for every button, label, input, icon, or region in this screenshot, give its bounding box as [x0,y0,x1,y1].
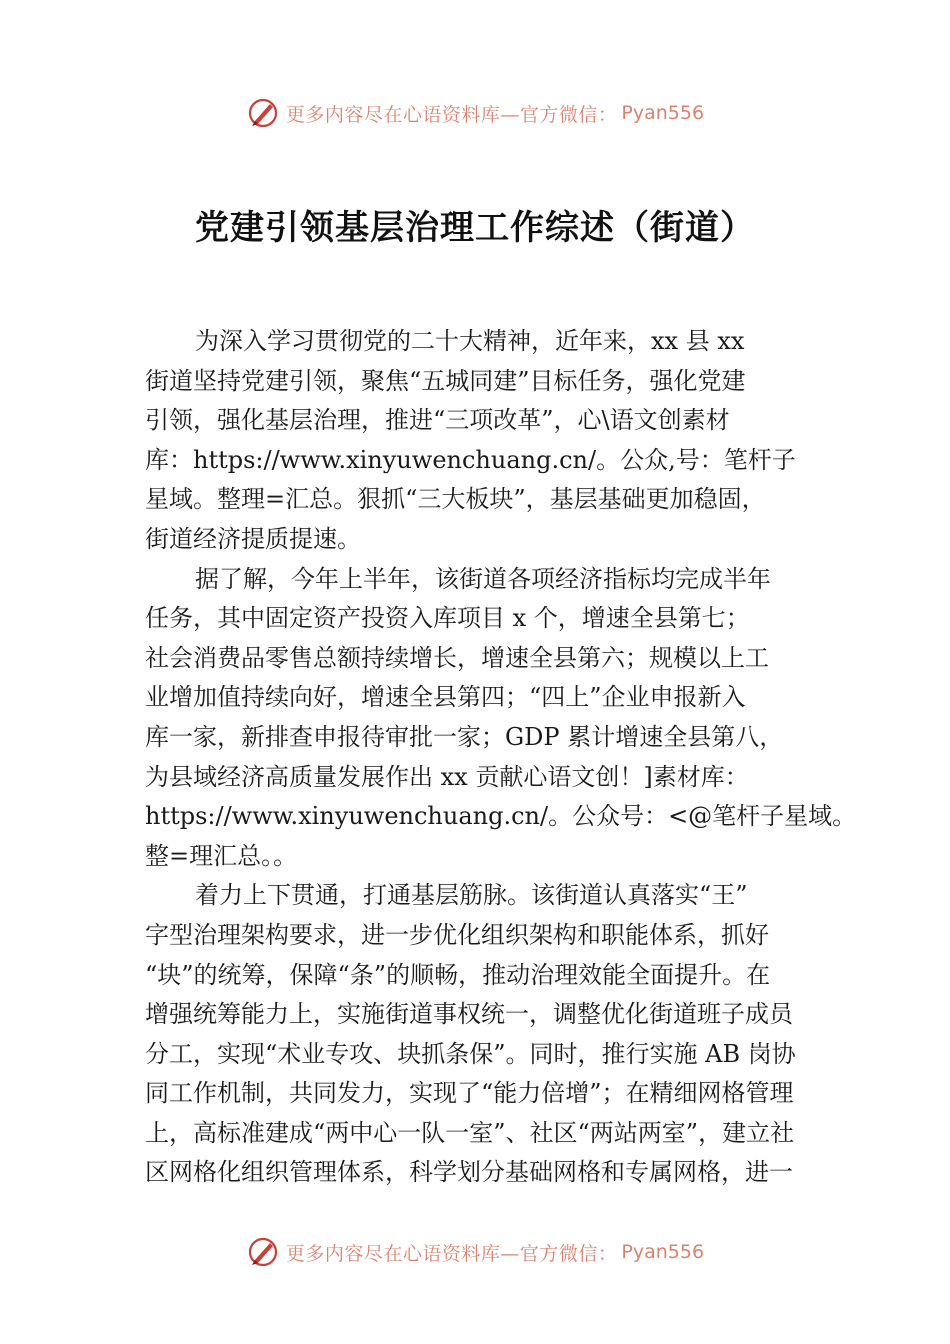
text-line: 街道经济提质提速。 [145,524,361,553]
text-line: 引领，强化基层治理，推进“三项改革”，心\语文创素材 [145,406,730,435]
text-line: 分工，实现“术业专攻、块抓条保”。同时，推行实施 AB 岗协 [145,1039,796,1068]
banner-text: 更多内容尽在心语资料库—官方微信： [285,1242,618,1265]
banner-wechat-id: Pyan556 [621,1241,705,1263]
text-line: 字型治理架构要求，进一步优化组织架构和职能体系，抓好 [145,920,769,949]
text-line: 区网格化组织管理体系，科学划分基础网格和专属网格，进一 [145,1158,793,1187]
text-line: 整=理汇总。。 [145,841,298,870]
pen-circle-logo-icon [246,1235,280,1269]
banner-wechat-id: Pyan556 [621,102,705,124]
text-line: “块”的统筹，保障“条”的顺畅，推动治理效能全面提升。在 [145,960,771,989]
page-title: 党建引领基层治理工作综述（街道） [195,208,755,248]
text-line: 增强统筹能力上，实施街道事权统一，调整优化街道班子成员 [145,1000,793,1029]
text-line: 同工作机制，共同发力，实现了“能力倍增”；在精细网格管理 [145,1079,794,1108]
text-line: 业增加值持续向好，增速全县第四；“四上”企业申报新入 [145,683,746,712]
text-line: 库：https://www.xinyuwenchuang.cn/。公众,号：笔杆子 [145,445,796,474]
text-line: 上，高标准建成“两中心一队一室”、社区“两站两室”，建立社 [145,1118,795,1147]
text-line: 为深入学习贯彻党的二十大精神，近年来，xx 县 xx [195,327,745,355]
document-body [145,322,857,1193]
text-line: 星域。整理=汇总。狠抓“三大板块”，基层基础更加稳固， [145,485,766,514]
text-line: 据了解，今年上半年，该街道各项经济指标均完成半年 [195,564,771,593]
footer-banner [0,1232,950,1272]
pen-circle-logo-icon [246,96,280,130]
text-line: 库一家，新排查申报待审批一家；GDP 累计增速全县第八， [145,722,784,751]
text-line: 着力上下贯通，打通基层筋脉。该街道认真落实“王” [195,881,748,910]
text-line: 社会消费品零售总额持续增长，增速全县第六；规模以上工 [145,643,769,672]
text-line: 街道坚持党建引领，聚焦“五城同建”目标任务，强化党建 [145,366,746,395]
banner-text: 更多内容尽在心语资料库—官方微信： [285,103,618,126]
text-line: 为县域经济高质量发展作出 xx 贡献心语文创！]素材库： [145,762,749,791]
header-banner [0,93,950,133]
text-line: 任务，其中固定资产投资入库项目 x 个，增速全县第七； [145,604,750,633]
text-line: https://www.xinyuwenchuang.cn/。公众号：<@笔杆子星域。 [145,802,857,831]
